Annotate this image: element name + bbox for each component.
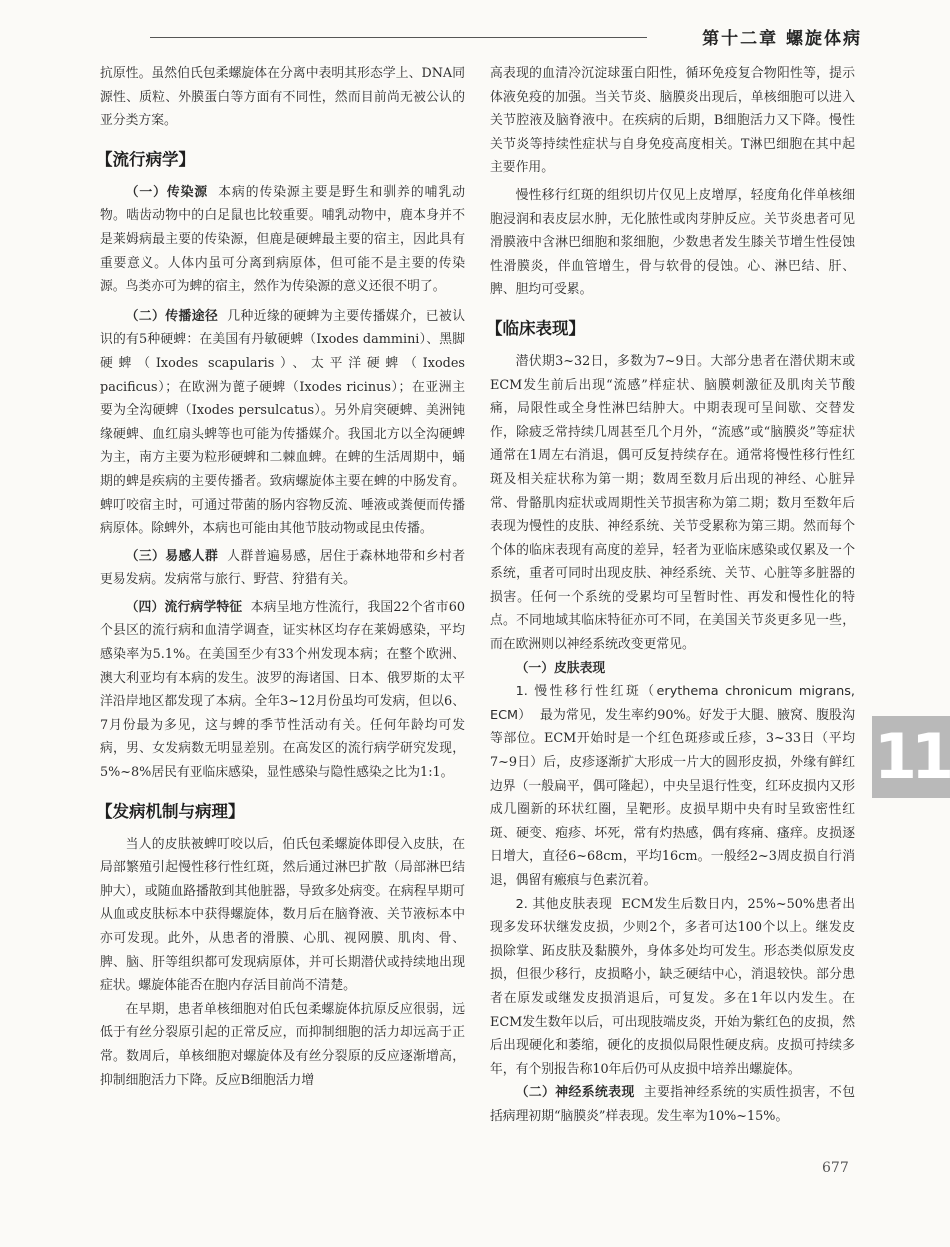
- paragraph-text: 本病的传染源主要是野生和驯养的哺乳动物。啮齿动物中的白足鼠也比较重要。哺乳动物中，鹿本身并不是莱姆病最主要的传染源，但鹿是硬蜱最主要的宿主，因此具有重要意义。人体内虽可分离到病原体，但可能不是主要的传染源。鸟类亦可为蜱的宿主，然作为传染源的意义还很不明了。: [100, 184, 466, 295]
- paragraph-text: 最为常见，发生率约90%。好发于大腿、腋窝、腹股沟等部位。ECM开始时是一个红色斑疹或丘疹，3~33日（平均7~9日）后，皮疹逐渐扩大形成一片大的圆形皮损，外缘有鲜红边界（一般扁平，偶可隆起），中央呈退行性变，红环皮损内又形成几圈新的环状红圈，呈靶形。皮损早期中央有时呈致密性红斑、硬变、疱疹、坏死，常有灼热感，偶有疼痛、瘙痒。皮损逐日增大，直径6~68cm，平均16cm。一般经2~3周皮损自行消退，偶留有瘢痕与色素沉着。: [490, 707, 856, 888]
- item-title: 1. 慢性移行性红斑（erythema chronicum migrans, ECM）: [490, 684, 855, 723]
- paragraph-text: 主要指神经系统的实质性损害，不包括病理初期“脑膜炎”样表现。发生率为10%~15%。: [490, 1085, 856, 1124]
- epi-source-paragraph: [100, 181, 465, 299]
- chapter-title: 第十二章 螺旋体病: [702, 29, 862, 49]
- subheading: （二）传播途径: [125, 308, 219, 324]
- pathology-paragraph: 慢性移行红斑的组织切片仅见上皮增厚，轻度角化伴单核细胞浸润和表皮层水肿，无化脓性或肉芽肿反应。关节炎患者可见滑膜液中含淋巴细胞和浆细胞，少数患者发生膝关节增生性侵蚀性滑膜炎，伴血管增生，骨与软骨的侵蚀。心、淋巴结、肝、脾、胆均可受累。: [490, 187, 855, 298]
- pathogenesis-paragraph-1: 当人的皮肤被蜱叮咬以后，伯氏包柔螺旋体即侵入皮肤，在局部繁殖引起慢性移行性红斑，然后通过淋巴扩散（局部淋巴结肿大），或随血路播散到其他脏器，导致多处病变。在病程早期可从血或皮肤标本中获得螺旋体，数月后在脑脊液、关节液标本中亦可发现。此外，从患者的滑膜、心肌、视网膜、肌肉、骨、脾、脑、肝等组织都可发现病原体，并可长期潜伏或持续地出现症状。螺旋体能否在胞内存活目前尚不清楚。: [100, 836, 465, 994]
- epi-features-paragraph: [100, 596, 465, 785]
- pathogenesis-paragraph-2: 在早期，患者单核细胞对伯氏包柔螺旋体抗原反应很弱，远低于有丝分裂原引起的正常反应，而抑制细胞的活力却远高于正常。数周后，单核细胞对螺旋体及有丝分裂原的反应逐渐增高，抑制细胞活力下降。反应B细胞活力增: [100, 1001, 465, 1088]
- page-number: 677: [822, 1160, 849, 1176]
- chapter-tab: 11: [872, 716, 950, 798]
- subheading: （三）易感人群: [125, 548, 219, 564]
- paragraph-text: 人群普遍易感，居住于森林地带和乡村者更易发病。发病常与旅行、野营、狩猎有关。: [100, 548, 466, 588]
- neuro-paragraph: [490, 1081, 855, 1128]
- subheading: （二）神经系统表现: [515, 1085, 635, 1101]
- paragraph-text: 本病呈地方性流行，我国22个省市60个县区的流行病和血清学调查，证实林区均存在莱姆感染，平均感染率为5.1%。在美国至少有33个州发现本病；在整个欧洲、澳大利亚均有本病的发生。波罗的海诸国、日本、俄罗斯的太平洋沿岸地区都发现了本病。全年3~12月份虽均可发病，但以6、7月份最为多见，这与蜱的季节性活动有关。任何年龄均可发病，男、女发病数无明显差别。在高发区的流行病学研究发现，5%~8%居民有亚临床感染，显性感染与隐性感染之比为1:1。: [100, 599, 466, 781]
- item-title: 2. 其他皮肤表现: [515, 896, 613, 912]
- epi-route-paragraph: [100, 305, 465, 541]
- ecm-paragraph: [490, 680, 855, 892]
- pathogenesis-continued-paragraph: 高表现的血清冷沉淀球蛋白阳性，循环免疫复合物阳性等，提示体液免疫的加强。当关节炎、脑膜炎出现后，单核细胞可以进入关节腔液及脑脊液中。在疾病的后期，B细胞活力又下降。慢性关节炎等持续性症状与自身免疫高度相关。T淋巴细胞在其中起主要作用。: [490, 66, 855, 176]
- subheading: （四）流行病学特征: [125, 599, 243, 615]
- section-heading-clinical: 【临床表现】: [486, 318, 585, 338]
- paragraph-text: 几种近缘的硬蜱为主要传播媒介，已被认识的有5种硬蜱：在美国有丹敏硬蜱（Ixodes dammini）、黑脚硬蜱（Ixodes scapularis）、太平洋硬蜱（Ixodes pacificus）；在欧洲为蓖子硬蜱（Ixodes ricinus）；在亚洲主要为全沟硬蜱（Ixodes persulcatus）。另外肩突硬蜱、美洲钝缘硬蜱、血红扇头蜱等也可能为传播媒介。我国北方以全沟硬蜱为主，南方主要为粒形硬蜱和二棘血蜱。在蜱的生活周期中，蛹期的蜱是疾病的主要传播者。致病螺旋体主要在蜱的中肠发育。蜱叮咬宿主时，可通过带菌的肠内容物反流、唾液或粪便而传播病原体。除蜱外，本病也可能由其他节肢动物或昆虫传播。: [100, 308, 466, 537]
- other-skin-paragraph: [490, 893, 855, 1082]
- running-header: [150, 22, 862, 52]
- subheading: （一）传染源: [125, 184, 209, 200]
- right-column: [486, 62, 856, 1129]
- subheading-skin: （一）皮肤表现: [515, 660, 606, 676]
- left-column: [96, 62, 466, 1092]
- section-heading-pathogenesis: 【发病机制与病理】: [96, 801, 245, 821]
- section-heading-epidemiology: 【流行病学】: [96, 149, 195, 169]
- epi-population-paragraph: [100, 545, 465, 592]
- intro-paragraph: 抗原性。虽然伯氏包柔螺旋体在分离中表明其形态学上、DNA同源性、质粒、外膜蛋白等方面有不同性，然而目前尚无被公认的亚分类方案。: [100, 66, 465, 129]
- clinical-paragraph: 潜伏期3~32日，多数为7~9日。大部分患者在潜伏期末或ECM发生前后出现“流感”样症状、脑膜刺激征及肌肉关节酸痛，局限性或全身性淋巴结肿大。中期表现可呈间歇、交替发作，除疲乏常持续几周甚至几个月外，“流感”或“脑膜炎”等症状通常在1周左右消退，偶可反复持续存在。通常将慢性移行性红斑及相关症状称为第一期；数周至数月后出现的神经、心脏异常、骨骼肌肉症状或周期性关节损害称为第二期；数月至数年后表现为慢性的皮肤、神经系统、关节受累称为第三期。然而每个个体的临床表现有高度的差异，轻者为亚临床感染或仅累及一个系统，重者可同时出现皮肤、神经系统、关节、心脏等多脏器的损害。任何一个系统的受累均可呈暂时性、再发和慢性化的特点。不同地域其临床特征亦可不同，在美国关节炎更多见一些，而在欧洲则以神经系统改变更常见。: [490, 353, 855, 653]
- header-rule: [150, 37, 647, 38]
- paragraph-text: ECM发生后数日内，25%~50%患者出现多发环状继发皮损，少则2个，多者可达100个以上。继发皮损除掌、跖皮肤及黏膜外，身体多处均可发生。形态类似原发皮损，但很少移行，皮损略小，缺乏硬结中心，消退较快。部分患者在原发或继发皮损消退后，可复发。多在1年以内发生。在ECM发生数年以后，可出现肢端皮炎，开始为紫红色的皮损，然后出现硬化和萎缩，硬化的皮损似局限性硬皮病。皮损可持续多年，有个别报告称10年后仍可从皮损中培养出螺旋体。: [490, 896, 856, 1077]
